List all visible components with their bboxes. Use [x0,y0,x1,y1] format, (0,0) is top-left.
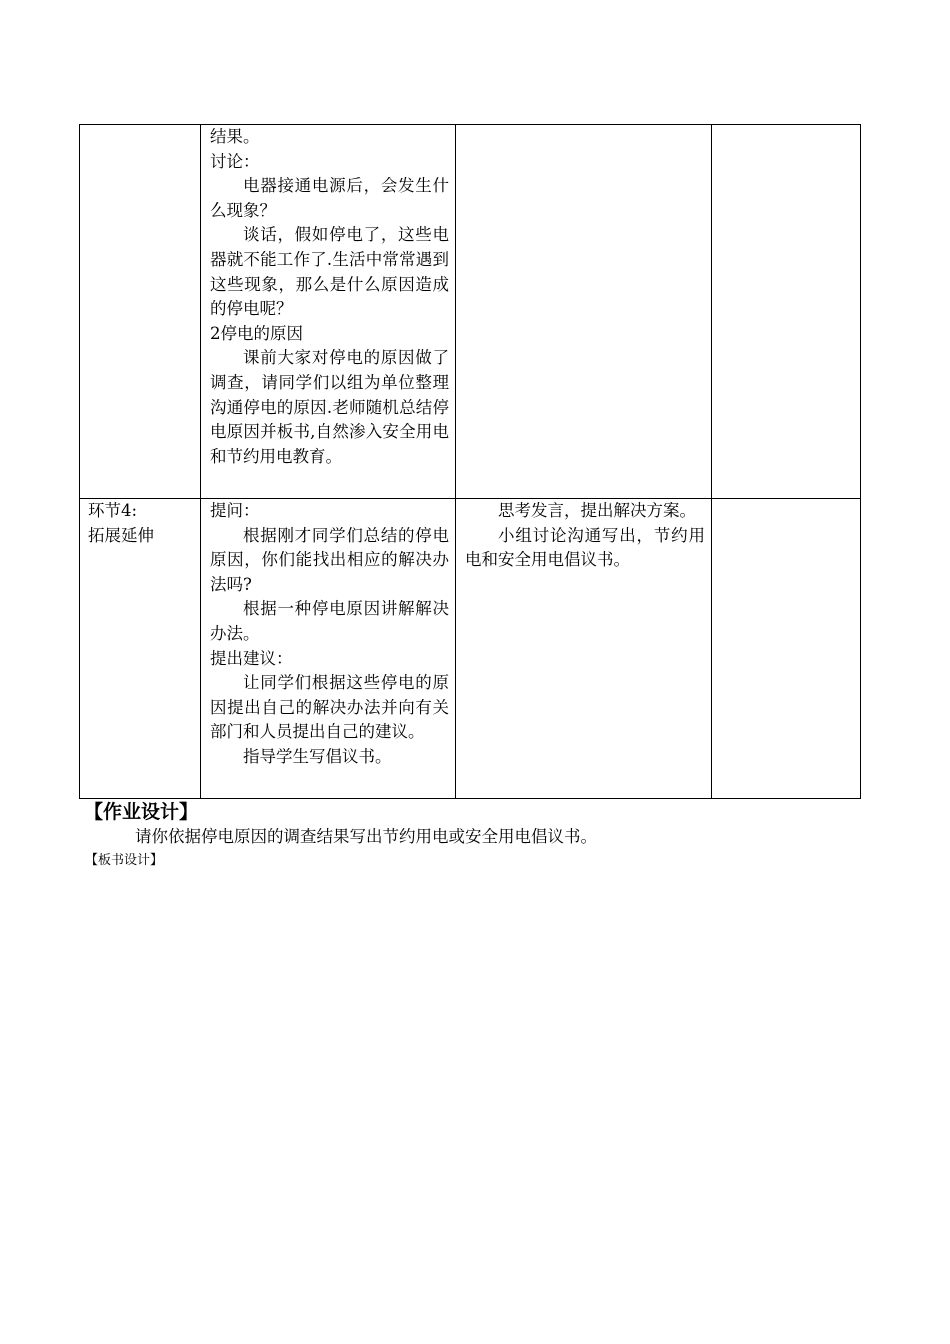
cell-paragraph: 电器接通电源后，会发生什么现象？ [210,176,449,220]
cell-paragraph: 2停电的原因 [210,323,303,343]
cell-paragraph: 提问： [210,501,260,520]
cell-paragraph: 指导学生写倡议书。 [243,746,392,766]
cell-paragraph: 小组讨论沟通写出，节约用电和安全用电倡议书。 [465,525,705,570]
cell-paragraph: 提出建议： [210,648,293,668]
note-cell [712,125,861,499]
cell-paragraph: 谈话，假如停电了，这些电器就不能工作了.生活中常常遇到这些现象，那么是什么原因造成的停电呢？ [210,225,449,319]
cell-paragraph: 结果。 [210,127,260,146]
lesson-plan-table [79,124,861,799]
stage-cell [80,125,201,499]
student-activity-cell [456,499,712,799]
homework-text: 请你依据停电原因的调查结果写出节约用电或安全用电倡议书。 [135,827,597,846]
stage-name: 拓展延伸 [88,525,154,545]
teacher-activity-cell [201,125,456,499]
cell-paragraph: 让同学们根据这些停电的原因提出自己的解决办法并向有关部门和人员提出自己的建议。 [210,673,449,742]
student-activity-cell [456,125,712,499]
cell-paragraph: 思考发言，提出解决方案。 [498,501,696,520]
cell-paragraph: 课前大家对停电的原因做了调查，请同学们以组为单位整理沟通停电的原因.老师随机总结停电原因并板书,自然渗入安全用电和节约用电教育。 [210,348,449,466]
cell-paragraph: 根据刚才同学们总结的停电原因，你们能找出相应的解决办法吗? [210,525,449,594]
stage-cell [80,499,201,799]
homework-title: 【作业设计】 [84,801,199,823]
note-cell [712,499,861,799]
stage-label: 环节4: [88,501,138,520]
teacher-activity-cell [201,499,456,799]
table-row [80,499,861,799]
board-design-title: 【板书设计】 [85,853,164,868]
table-row [80,125,861,499]
cell-paragraph: 讨论： [210,151,260,171]
cell-paragraph: 根据一种停电原因讲解解决办法。 [210,599,449,643]
